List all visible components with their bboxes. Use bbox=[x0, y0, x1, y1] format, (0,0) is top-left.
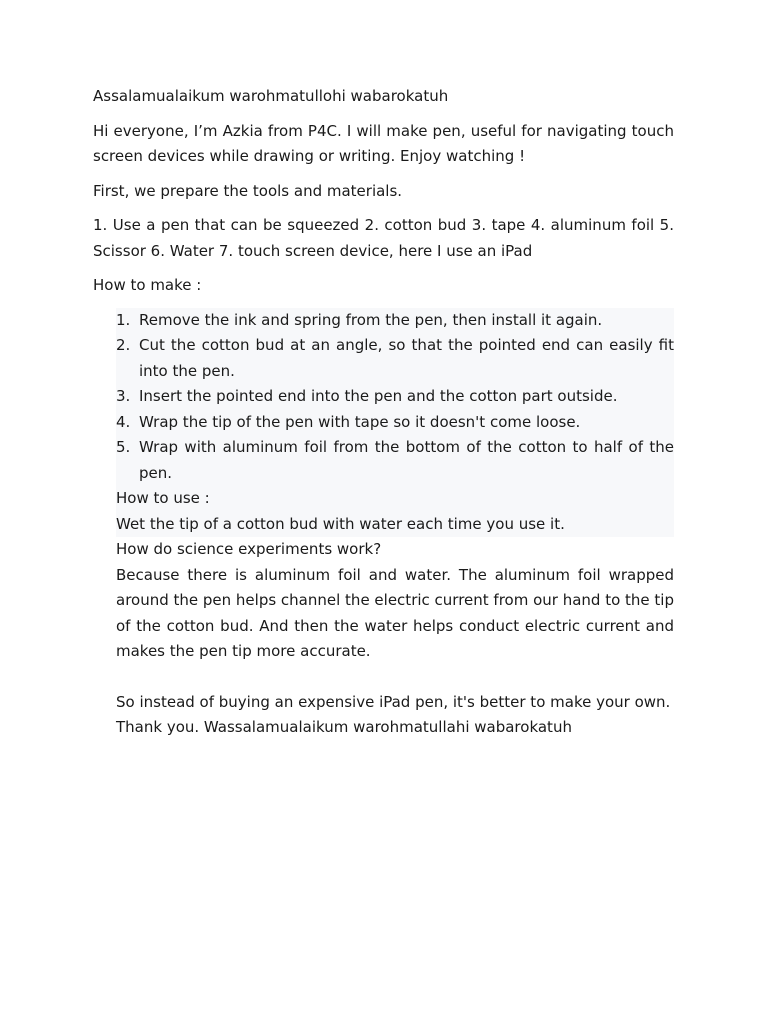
list-item bbox=[116, 308, 674, 334]
blank-line bbox=[116, 665, 674, 690]
step-number: 1. bbox=[116, 310, 131, 329]
step-text: Wrap with aluminum foil from the bottom of the cotton to half of the pen. bbox=[139, 438, 674, 482]
document-page bbox=[93, 84, 674, 741]
shaded-section bbox=[116, 308, 674, 538]
how-to-use-heading: How to use : bbox=[116, 489, 210, 507]
step-text: Cut the cotton bud at an angle, so that the pointed end can easily fit into the pen. bbox=[139, 336, 674, 380]
prepare-paragraph: First, we prepare the tools and materials. bbox=[93, 181, 403, 200]
materials-paragraph: 1. Use a pen that can be squeezed 2. cotton bud 3. tape 4. aluminum foil 5. Scissor 6. Water 7. touch screen device, here I use an iPad bbox=[93, 216, 674, 260]
how-to-make-heading: How to make : bbox=[93, 276, 202, 294]
step-number: 2. bbox=[116, 336, 131, 354]
conclusion-paragraph: So instead of buying an expensive iPad pen, it's better to make your own. bbox=[116, 692, 671, 711]
science-question: How do science experiments work? bbox=[116, 540, 382, 558]
steps-list bbox=[116, 308, 674, 487]
science-answer: Because there is aluminum foil and water. The aluminum foil wrapped around the pen helps channel the electric current from our hand to the tip of the cotton bud. And then the water helps conduct electric current and makes the pen tip more accurate. bbox=[116, 565, 674, 660]
closing-line: Thank you. Wassalamualaikum warohmatullahi wabarokatuh bbox=[116, 718, 572, 736]
list-item bbox=[116, 435, 674, 486]
list-item bbox=[116, 333, 674, 384]
list-item bbox=[116, 384, 674, 410]
step-text: Remove the ink and spring from the pen, then install it again. bbox=[139, 310, 603, 329]
step-text: Insert the pointed end into the pen and the cotton part outside. bbox=[139, 387, 618, 405]
intro-paragraph: Hi everyone, I’m Azkia from P4C. I will make pen, useful for navigating touch screen devices while drawing or writing. Enjoy watching ! bbox=[93, 121, 674, 165]
list-item bbox=[116, 410, 674, 436]
step-number: 3. bbox=[116, 387, 131, 405]
how-to-use-text: Wet the tip of a cotton bud with water each time you use it. bbox=[116, 514, 565, 533]
greeting: Assalamualaikum warohmatullohi wabarokatuh bbox=[93, 87, 449, 105]
step-number: 5. bbox=[116, 438, 131, 456]
step-number: 4. bbox=[116, 412, 131, 431]
instructions-block bbox=[116, 308, 674, 741]
step-text: Wrap the tip of the pen with tape so it doesn't come loose. bbox=[139, 412, 581, 431]
